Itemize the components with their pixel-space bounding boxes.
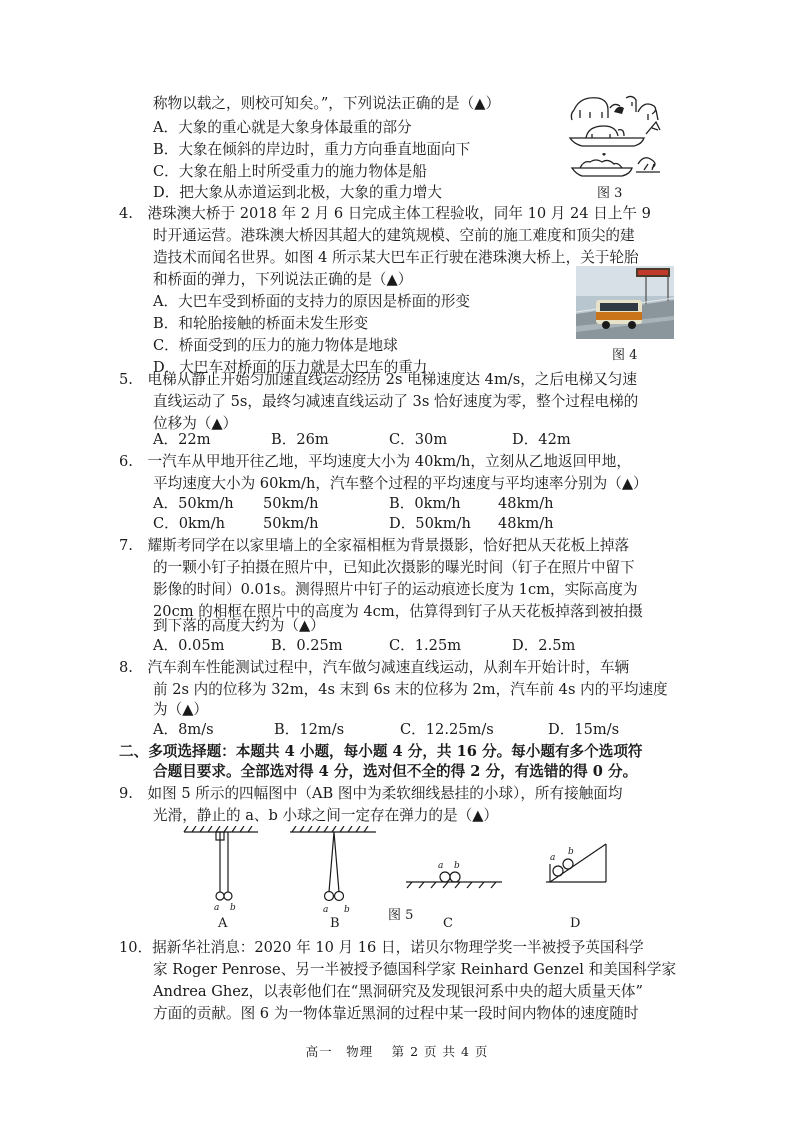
q10-stem-line-3: Andrea Ghez，以表彰他们在“黑洞研究及发现银河系中央的超大质量天体”	[153, 983, 643, 1000]
q4-option-d: D．大巴车对桥面的压力就是大巴车的重力	[153, 359, 428, 376]
figure-5-caption: 图 5	[388, 908, 414, 923]
q5-option-a: A．22m	[153, 431, 211, 448]
q4-stem-line-1: 4. 港珠澳大桥于 2018 年 2 月 6 日完成主体工程验收，同年 10 月 24 日上午 9	[119, 205, 651, 222]
q9-stem-line-1: 9. 如图 5 所示的四幅图中（AB 图中为柔软细线悬挂的小球），所有接触面均	[119, 785, 623, 802]
figure-5-label-c: C	[443, 916, 453, 931]
q3-stem: 称物以载之，则校可知矣。”，下列说法正确的是（▲）	[153, 95, 501, 112]
q4-stem-line-2: 时开通运营。港珠澳大桥因其超大的建筑规模、空前的施工难度和顶尖的建	[153, 227, 635, 244]
q7-stem-line-2: 的一颗小钉子拍摄在照片中，已知此次摄影的曝光时间（钉子在照片中留下	[153, 559, 635, 576]
q3-option-d: D．把大象从赤道运到北极，大象的重力增大	[153, 184, 442, 201]
figure-4-bus-on-bridge-photo	[576, 266, 674, 339]
q9-stem-line-2: 光滑，静止的 a、b 小球之间一定存在弹力的是（▲）	[153, 807, 499, 824]
q5-stem-line-3: 位移为（▲）	[153, 415, 238, 432]
q6-option-c: C．0km/h	[153, 515, 226, 532]
q7-option-d: D．2.5m	[512, 637, 576, 654]
q3-option-b: B．大象在倾斜的岸边时，重力方向垂直地面向下	[153, 141, 471, 158]
q6-option-a: A．50km/h	[153, 495, 234, 512]
q7-stem-line-3: 影像的时间）0.01s。测得照片中钉子的运动痕迹长度为 1cm，实际高度为	[153, 581, 638, 598]
fig5a-ball-a-label: a	[214, 903, 220, 913]
q8-option-d: D．15m/s	[548, 721, 620, 738]
figure-3-elephant-illustration	[566, 88, 666, 180]
q5-option-c: C．30m	[389, 431, 448, 448]
q6-option-b: B．0km/h	[389, 495, 461, 512]
fig5b-ball-b-label: b	[344, 905, 350, 915]
q4-option-b: B．和轮胎接触的桥面未发生形变	[153, 315, 369, 332]
q5-option-d: D．42m	[512, 431, 571, 448]
fig5a-ball-b-label: b	[230, 903, 236, 913]
fig5b-ball-a-label: a	[323, 905, 329, 915]
q7-stem-line-4: 20cm 的相框在照片中的高度为 4cm，估算得到钉子从天花板掉落到被拍摄	[153, 603, 643, 620]
page-footer: 高一 物理 第 2 页 共 4 页	[305, 1044, 489, 1059]
fig5c-ball-b-label: b	[454, 861, 460, 871]
section-2-heading-line-1: 二、多项选择题：本题共 4 小题，每小题 4 分，共 16 分。每小题有多个选项符	[119, 743, 643, 760]
q6-option-d-value-2: 48km/h	[498, 515, 554, 532]
q8-option-a: A．8m/s	[153, 721, 214, 738]
fig5d-ball-b-label: b	[568, 847, 574, 857]
q5-option-b: B．26m	[271, 431, 329, 448]
q8-stem-line-2: 前 2s 内的位移为 32m，4s 末到 6s 末的位移为 2m，汽车前 4s 内的平均速度	[153, 681, 668, 698]
figure-4-caption: 图 4	[612, 348, 638, 363]
q4-stem-line-3: 造技术而闻名世界。如图 4 所示某大巴车正行驶在港珠澳大桥上，关于轮胎	[153, 249, 639, 266]
q10-stem-line-4: 方面的贡献。图 6 为一物体靠近黑洞的过程中某一段时间内物体的速度随时	[153, 1005, 639, 1022]
q8-option-c: C．12.25m/s	[400, 721, 494, 738]
q7-option-c: C．1.25m	[389, 637, 462, 654]
q10-stem-line-2: 家 Roger Penrose、另一半被授予德国科学家 Reinhard Genzel 和美国科学家	[153, 961, 677, 978]
q7-option-b: B．0.25m	[271, 637, 343, 654]
q10-stem-line-1: 10．据新华社消息：2020 年 10 月 16 日，诺贝尔物理学奖一半被授予英国科学	[119, 939, 644, 956]
q5-stem-line-1: 5. 电梯从静止开始匀加速直线运动经历 2s 电梯速度达 4m/s，之后电梯又匀速	[119, 371, 637, 388]
q7-stem-line-5: 到下落的高度大约为（▲）	[153, 617, 325, 634]
q6-option-b-value-2: 48km/h	[498, 495, 554, 512]
figure-3-caption: 图 3	[597, 186, 623, 201]
figure-5-label-a: A	[218, 916, 228, 931]
figure-5-label-b: B	[330, 916, 340, 931]
figure-5-label-d: D	[570, 916, 581, 931]
q6-stem-line-2: 平均速度大小为 60km/h，汽车整个过程的平均速度与平均速率分别为（▲）	[153, 475, 648, 492]
q3-option-a: A．大象的重心就是大象身体最重的部分	[153, 119, 412, 136]
q4-stem-line-4: 和桥面的弹力，下列说法正确的是（▲）	[153, 271, 413, 288]
fig5d-ball-a-label: a	[550, 853, 556, 863]
fig5c-ball-a-label: a	[438, 861, 444, 871]
q8-stem-line-1: 8. 汽车刹车性能测试过程中，汽车做匀减速直线运动，从刹车开始计时，车辆	[119, 659, 630, 676]
q7-option-a: A．0.05m	[153, 637, 225, 654]
q7-stem-line-1: 7. 耀斯考同学在以家里墙上的全家福相框为背景摄影，恰好把从天花板上掉落	[119, 537, 630, 554]
q4-option-a: A．大巴车受到桥面的支持力的原因是桥面的形变	[153, 293, 471, 310]
q5-stem-line-2: 直线运动了 5s，最终匀减速直线运动了 3s 恰好速度为零，整个过程电梯的	[153, 393, 639, 410]
q3-option-c: C．大象在船上时所受重力的施力物体是船	[153, 163, 427, 180]
section-2-heading-line-2: 合题目要求。全部选对得 4 分，选对但不全的得 2 分，有选错的得 0 分。	[153, 763, 638, 780]
q6-stem-line-1: 6. 一汽车从甲地开往乙地，平均速度大小为 40km/h，立刻从乙地返回甲地，	[119, 453, 631, 470]
q6-option-a-value-2: 50km/h	[263, 495, 319, 512]
q8-stem-line-3: 为（▲）	[153, 701, 209, 718]
q4-option-c: C．桥面受到的压力的施力物体是地球	[153, 337, 398, 354]
q8-option-b: B．12m/s	[274, 721, 345, 738]
q6-option-c-value-2: 50km/h	[263, 515, 319, 532]
q6-option-d: D．50km/h	[389, 515, 471, 532]
